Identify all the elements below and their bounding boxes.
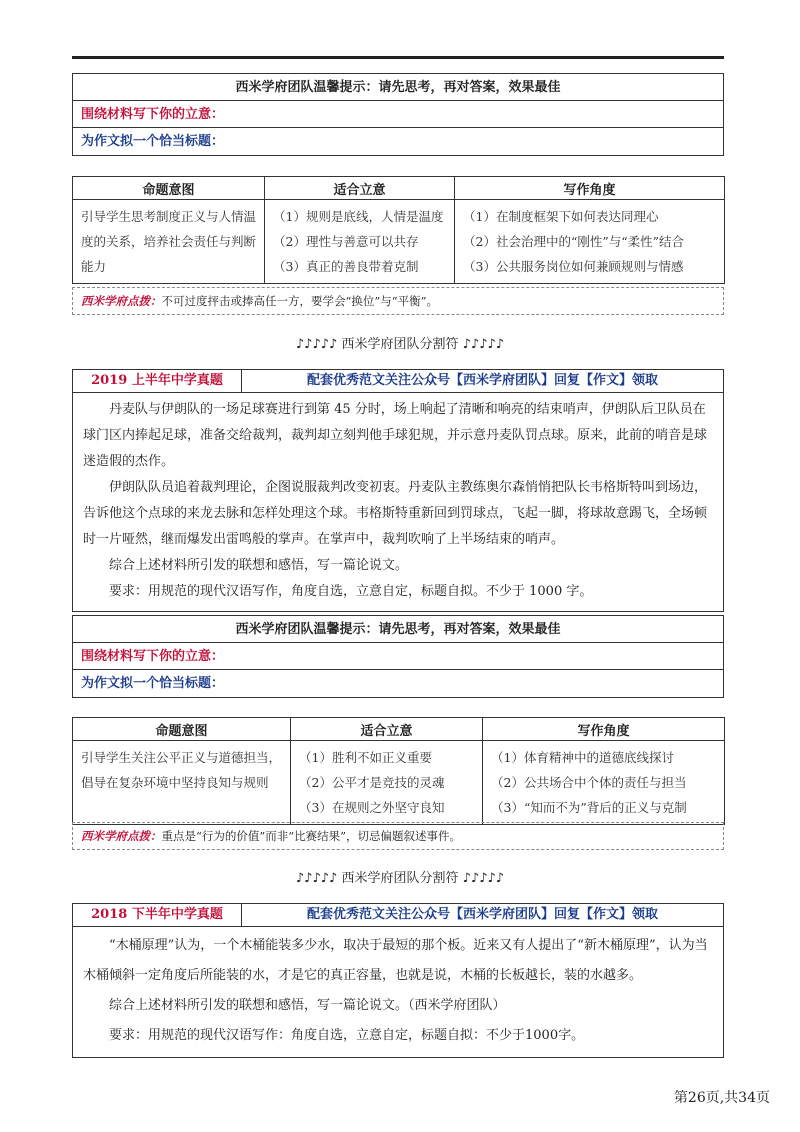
angle-cell — [483, 741, 725, 825]
angle-item: （2）公共场合中个体的责任与担当 — [491, 775, 687, 790]
angle-item: （3）“知而不为”背后的正义与克制 — [491, 800, 687, 815]
exam-question — [72, 369, 724, 612]
source-note: 配套优秀范文关注公众号【西米学府团队】回复【作文】领取 — [306, 373, 658, 388]
thesis-item: （1）规则是底线，人情是温度 — [273, 209, 444, 224]
exam-question — [72, 903, 724, 1058]
thesis-item: （2）公平才是竞技的灵魂 — [299, 775, 445, 790]
tip-box — [72, 73, 724, 156]
question-paragraph: 综合上述材料所引发的联想和感悟，写一篇论说文。 — [109, 558, 409, 573]
intent-cell: 引导学生思考制度正义与人情温度的关系，培养社会责任与判断能力 — [73, 200, 265, 284]
header-rule — [72, 56, 724, 59]
title-prompt: 为作文拟一个恰当标题： — [81, 676, 225, 691]
tutor-comment — [72, 822, 724, 850]
tutor-comment — [72, 287, 724, 315]
thesis-item: （2）理性与善意可以共存 — [273, 234, 419, 249]
header-angle: 写作角度 — [455, 177, 725, 200]
thesis-prompt: 围绕材料写下你的立意： — [73, 643, 723, 670]
question-paragraph: 要求：用规范的现代汉语写作，角度自选，立意自定，标题自拟。不少于 1000 字。 — [109, 584, 593, 599]
section-divider: ♪♪♪♪♪ 西米学府团队分割符 ♪♪♪♪♪ — [295, 871, 505, 886]
intent-cell: 引导学生关注公平正义与道德担当，倡导在复杂环境中坚持良知与规则 — [73, 741, 291, 825]
page-number: 第26页,共34页 — [673, 1090, 770, 1106]
tip-title: 西米学府团队温馨提示：请先思考，再对答案，效果最佳 — [73, 74, 723, 101]
thesis-cell — [265, 200, 455, 284]
question-paragraph: 要求：用规范的现代汉语写作：角度自选，立意自定，标题自拟：不少于1000字。 — [109, 1028, 585, 1043]
analysis-table — [72, 176, 725, 284]
thesis-item: （3）在规则之外坚守良知 — [299, 800, 445, 815]
thesis-cell — [291, 741, 483, 825]
angle-item: （1）在制度框架下如何表达同理心 — [463, 209, 659, 224]
analysis-table — [72, 717, 725, 825]
header-intent: 命题意图 — [73, 718, 291, 741]
thesis-item: （1）胜利不如正义重要 — [299, 750, 432, 765]
question-paragraph: 伊朗队队员追着裁判理论，企图说服裁判改变初衷。丹麦队主教练奥尔森悄悄把队长韦格斯特叫到场边，告诉他这个点球的来龙去脉和怎样处理这个球。韦格斯特重新回到罚球点，飞起一脚，将球故意踢飞，全场顿时一片哑然，继而爆发出雷鸣般的掌声。在掌声中，裁判吹响了上半场结束的哨声。 — [83, 480, 708, 547]
tip-title: 西米学府团队温馨提示：请先思考，再对答案，效果最佳 — [73, 616, 723, 643]
header-angle: 写作角度 — [483, 718, 725, 741]
question-paragraph: 综合上述材料所引发的联想和感悟，写一篇论说文。（西米学府团队） — [109, 998, 506, 1013]
exam-year: 2019 上半年中学真题 — [73, 370, 242, 392]
thesis-prompt: 围绕材料写下你的立意： — [73, 101, 723, 128]
header-thesis: 适合立意 — [265, 177, 455, 200]
angle-item: （3）公共服务岗位如何兼顾规则与情感 — [463, 259, 684, 274]
source-note: 配套优秀范文关注公众号【西米学府团队】回复【作文】领取 — [306, 907, 658, 922]
title-prompt: 为作文拟一个恰当标题： — [81, 134, 225, 149]
header-thesis: 适合立意 — [291, 718, 483, 741]
comment-label: 西米学府点拨： — [81, 294, 162, 308]
comment-text: 重点是“行为的价值”而非“比赛结果”，切忌偏题叙述事件。 — [161, 829, 462, 843]
comment-label: 西米学府点拨： — [81, 829, 162, 843]
exam-year: 2018 下半年中学真题 — [73, 904, 242, 926]
angle-cell — [455, 200, 725, 284]
angle-item: （2）社会治理中的“刚性”与“柔性”结合 — [463, 234, 685, 249]
question-paragraph: “木桶原理”认为，一个木桶能装多少水，取决于最短的那个板。近来又有人提出了“新木桶原理”，认为当木桶倾斜一定角度后所能装的水，才是它的真正容量，也就是说，木桶的长板越长，装的水越多。 — [83, 938, 708, 983]
thesis-item: （3）真正的善良带着克制 — [273, 259, 419, 274]
tip-box — [72, 615, 724, 698]
angle-item: （1）体育精神中的道德底线探讨 — [491, 750, 674, 765]
header-intent: 命题意图 — [73, 177, 265, 200]
section-divider: ♪♪♪♪♪ 西米学府团队分割符 ♪♪♪♪♪ — [295, 337, 505, 352]
comment-text: 不可过度抨击或捧高任一方，要学会“换位”与“平衡”。 — [161, 294, 439, 308]
question-paragraph: 丹麦队与伊朗队的一场足球赛进行到第 45 分时，场上响起了清晰和响亮的结束哨声，伊朗队后卫队员在球门区内捧起足球，准备交给裁判，裁判却立刻判他手球犯规，并示意丹麦队罚点球。原来，此前的哨音是球迷造假的杰作。 — [83, 402, 708, 469]
